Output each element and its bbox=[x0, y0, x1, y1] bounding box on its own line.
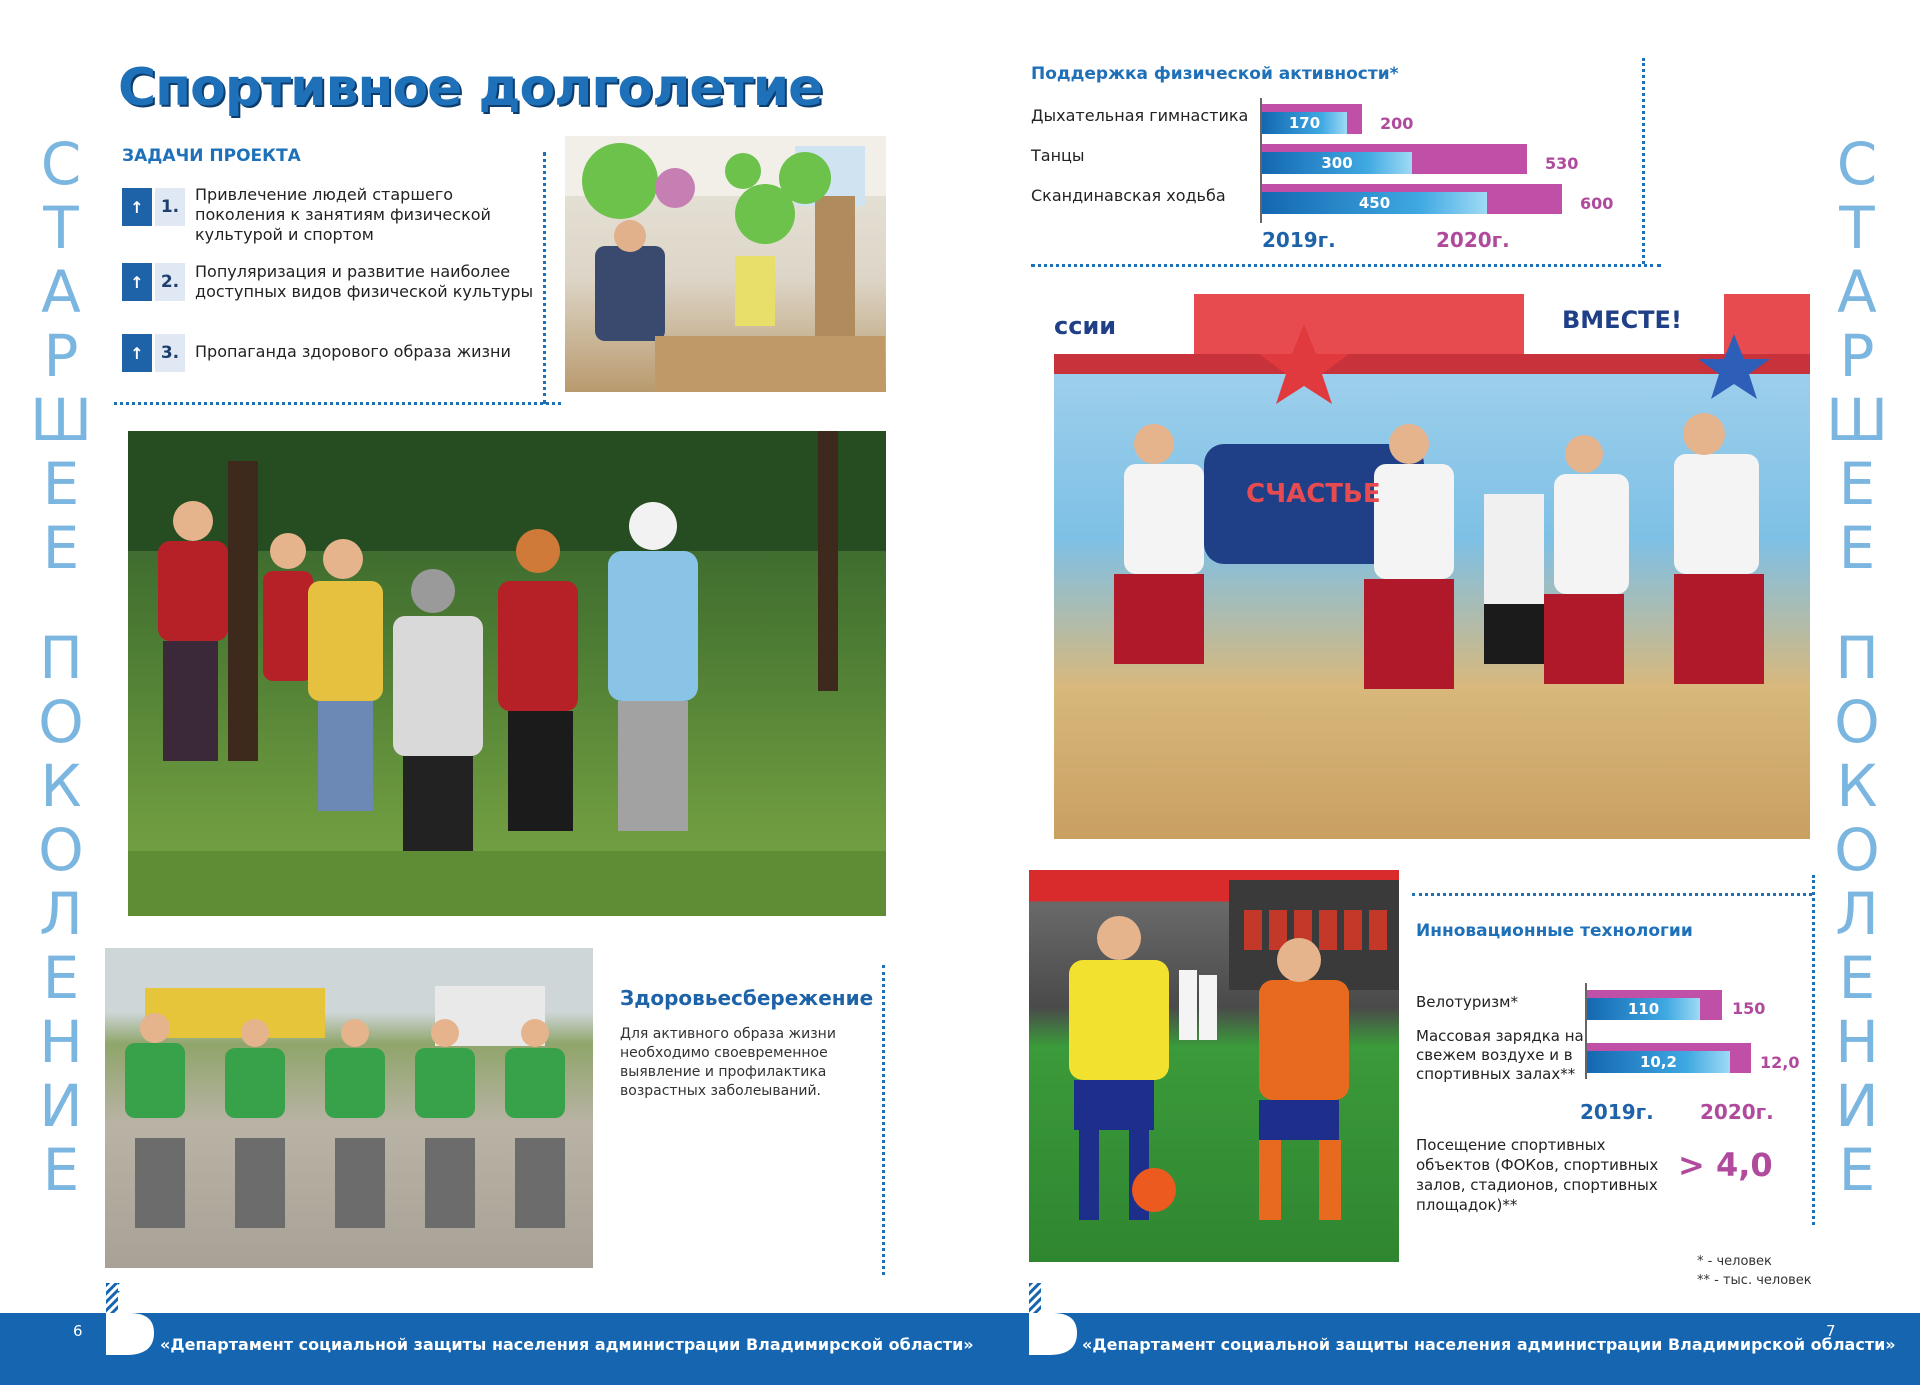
side-title-letter: Н bbox=[39, 1008, 83, 1076]
side-title-letter: О bbox=[1834, 688, 1880, 756]
side-title-letter: П bbox=[39, 624, 83, 692]
chart-value-2020: 600 bbox=[1580, 194, 1614, 213]
innov-title: Инновационные технологии bbox=[1416, 921, 1693, 941]
side-title-letter: А bbox=[1837, 258, 1877, 326]
innov-value-2020: 150 bbox=[1732, 999, 1766, 1018]
banner-text: СЧАСТЬЕ bbox=[1246, 479, 1381, 509]
banner-text: ВМЕСТЕ! bbox=[1562, 306, 1682, 334]
legend-2020: 2020г. bbox=[1436, 228, 1510, 252]
side-title-letter: Е bbox=[42, 944, 80, 1012]
page-number-right: 7 bbox=[1826, 1322, 1836, 1340]
side-title-letter: Н bbox=[1835, 1008, 1879, 1076]
visits-value: > 4,0 bbox=[1678, 1146, 1773, 1184]
side-title-letter: С bbox=[40, 130, 82, 198]
banner-text: ссии bbox=[1054, 312, 1117, 340]
page-title: Спортивное долголетие bbox=[118, 58, 823, 118]
innov-legend-2019: 2019г. bbox=[1580, 1100, 1654, 1124]
side-title-letter: Е bbox=[1838, 450, 1876, 518]
side-title-letter: Р bbox=[43, 322, 79, 390]
side-title-letter: Т bbox=[43, 194, 79, 262]
visits-label: Посещение спортивных объектов (ФОКов, спортивных залов, стадионов, спортивных площадок)** bbox=[1416, 1136, 1659, 1214]
footer-text-right: «Департамент социальной защиты населения администрации Владимирской области» bbox=[1082, 1335, 1896, 1354]
chart-category-label: Скандинавская ходьба bbox=[1031, 186, 1226, 205]
side-title-letter: Л bbox=[1835, 880, 1879, 948]
chart-bar-2019: 450 bbox=[1262, 192, 1487, 214]
divider-dotted bbox=[1812, 875, 1815, 1225]
task-text: Пропаганда здорового образа жизни bbox=[195, 342, 511, 361]
divider-dotted bbox=[1412, 893, 1812, 896]
innov-row-label: Массовая зарядка на свежем воздухе и в спортивных залах** bbox=[1416, 1027, 1584, 1083]
side-title-letter: Е bbox=[1838, 944, 1876, 1012]
chart-bar-2019: 300 bbox=[1262, 152, 1412, 174]
chart-category-label: Дыхательная гимнастика bbox=[1031, 106, 1249, 125]
divider-dotted bbox=[882, 965, 885, 1275]
side-title-letter: Е bbox=[42, 514, 80, 582]
divider-dotted bbox=[1642, 58, 1645, 264]
side-title-letter: О bbox=[38, 816, 84, 884]
football-match-photo bbox=[1029, 870, 1399, 1262]
side-title-letter: Е bbox=[42, 1136, 80, 1204]
department-logo-icon bbox=[1029, 1283, 1079, 1355]
chart-bar-2019: 170 bbox=[1262, 112, 1347, 134]
footer-text-left: «Департамент социальной защиты населения администрации Владимирской области» bbox=[160, 1335, 974, 1354]
gym-exercise-photo bbox=[565, 136, 886, 392]
side-title-letter: Ш bbox=[29, 386, 93, 454]
task-number: 2. bbox=[155, 263, 185, 301]
innov-value-2020: 12,0 bbox=[1760, 1053, 1800, 1072]
side-title-letter: К bbox=[40, 752, 82, 820]
side-title-letter: А bbox=[41, 258, 81, 326]
nordic-walking-photo bbox=[128, 431, 886, 916]
arrow-up-icon: ↑ bbox=[122, 334, 152, 372]
arrow-up-icon: ↑ bbox=[122, 188, 152, 226]
side-title-letter: К bbox=[1836, 752, 1878, 820]
side-title-left bbox=[26, 132, 96, 1202]
task-text: Привлечение людей старшего поколения к занятиям физической культурой и спортом bbox=[195, 185, 491, 244]
divider-dotted bbox=[543, 152, 546, 404]
legend-2019: 2019г. bbox=[1262, 228, 1336, 252]
innov-row-label: Велотуризм* bbox=[1416, 993, 1518, 1011]
chart-axis-line bbox=[1260, 98, 1262, 223]
health-title: Здоровьесбережение bbox=[620, 986, 874, 1010]
innov-bar-2019: 10,2 bbox=[1587, 1051, 1730, 1073]
side-title-letter: П bbox=[1835, 624, 1879, 692]
side-title-letter: О bbox=[1834, 816, 1880, 884]
divider-dotted bbox=[1031, 264, 1661, 267]
chart-title: Поддержка физической активности* bbox=[1031, 64, 1399, 84]
divider-dotted bbox=[114, 402, 561, 405]
side-title-letter: Е bbox=[42, 450, 80, 518]
side-title-letter: Ш bbox=[1825, 386, 1889, 454]
side-title-letter: Л bbox=[39, 880, 83, 948]
department-logo-icon bbox=[106, 1283, 156, 1355]
innov-legend-2020: 2020г. bbox=[1700, 1100, 1774, 1124]
task-text: Популяризация и развитие наиболее доступных видов физической культуры bbox=[195, 262, 534, 301]
arrow-up-icon: ↑ bbox=[122, 263, 152, 301]
task-number: 1. bbox=[155, 188, 185, 226]
page-number-left: 6 bbox=[73, 1322, 83, 1340]
footnote: ** - тыс. человек bbox=[1697, 1273, 1812, 1288]
side-title-letter: И bbox=[39, 1072, 83, 1140]
chart-value-2020: 200 bbox=[1380, 114, 1414, 133]
side-title-right bbox=[1822, 132, 1892, 1202]
health-text: Для активного образа жизни необходимо своевременное выявление и профилактика возрастных заболеываний. bbox=[620, 1026, 836, 1099]
task-number: 3. bbox=[155, 334, 185, 372]
exercise-bikes-photo bbox=[105, 948, 593, 1268]
innov-bar-2019: 110 bbox=[1587, 998, 1700, 1020]
dance-performance-photo bbox=[1054, 294, 1810, 839]
footnote: * - человек bbox=[1697, 1254, 1772, 1269]
side-title-letter: Р bbox=[1839, 322, 1875, 390]
tasks-title: ЗАДАЧИ ПРОЕКТА bbox=[122, 146, 301, 166]
side-title-letter: Е bbox=[1838, 514, 1876, 582]
side-title-letter: И bbox=[1835, 1072, 1879, 1140]
chart-category-label: Танцы bbox=[1031, 146, 1085, 165]
chart-value-2020: 530 bbox=[1545, 154, 1579, 173]
side-title-letter: О bbox=[38, 688, 84, 756]
side-title-letter: Т bbox=[1839, 194, 1875, 262]
side-title-letter: Е bbox=[1838, 1136, 1876, 1204]
side-title-letter: С bbox=[1836, 130, 1878, 198]
